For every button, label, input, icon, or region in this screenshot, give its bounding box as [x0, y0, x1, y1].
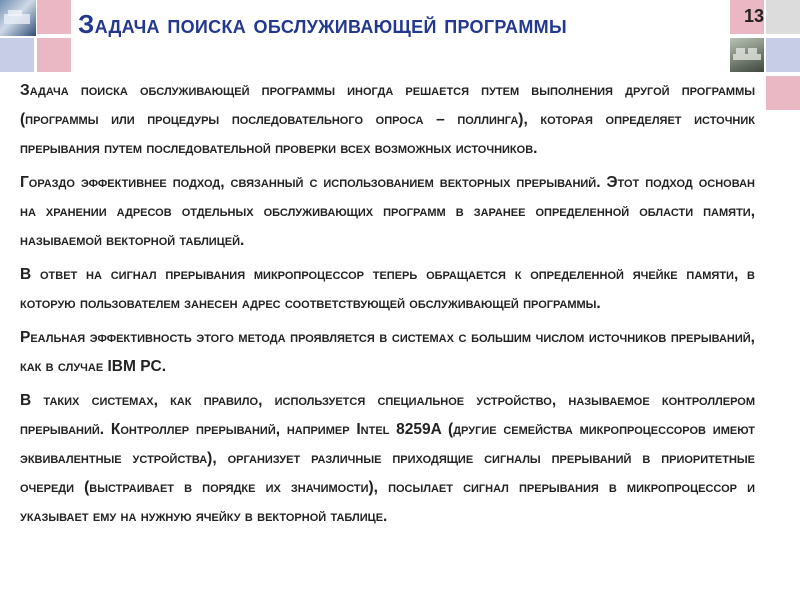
thumbnail-image-left: [0, 0, 36, 36]
paragraph: Гораздо эффективнее подход, связанный с использованием векторных прерываний. Этот подход основан на хранении адресов отдельных обслуживающих программ в заранее определенной области памяти, называемой векторной таблицей.: [20, 174, 755, 249]
paragraph: Задача поиска обслуживающей программы иногда решается путем выполнения другой программы (программы или процедуры последовательного опроса – поллинга), которая определяет источник прерывания путем последовательной проверки всех возможных источников.: [20, 82, 755, 157]
page-number: 13: [743, 6, 764, 26]
paragraph: Реальная эффективность этого метода проявляется в системах с большим числом источников прерываний, как в случае IBM PC.: [20, 329, 755, 375]
photo-icon-right: [730, 38, 764, 72]
decor-square-pink-1: [37, 0, 71, 34]
decor-square-gray-1: [766, 0, 800, 34]
paragraph: В таких системах, как правило, используется специальное устройство, называемое контроллером прерываний. Контроллер прерываний, например Intel 8259A (другие семейства микропроцессоров имеют эквивалентные устройства), организует различные приходящие сигналы прерываний в приоритетные очереди (выстраивает в порядке их значимости), посылает сигнал прерывания в микропроцессор и указывает ему на нужную ячейку в векторной таблице.: [20, 392, 755, 525]
slide-title: Задача поиска обслуживающей программы: [78, 9, 567, 39]
paragraph: В ответ на сигнал прерывания микропроцессор теперь обращается к определенной ячейке памяти, в которую пользователем занесен адрес соответствующей обслуживающей программы.: [20, 266, 755, 312]
decor-square-pink-4: [766, 76, 800, 110]
slide-body: [20, 76, 755, 536]
photo-icon: [0, 0, 36, 36]
thumbnail-image-right: [730, 38, 764, 72]
decor-square-pink-2: [37, 38, 71, 72]
decor-square-blue-2: [766, 38, 800, 72]
decor-square-blue-1: [0, 38, 34, 72]
